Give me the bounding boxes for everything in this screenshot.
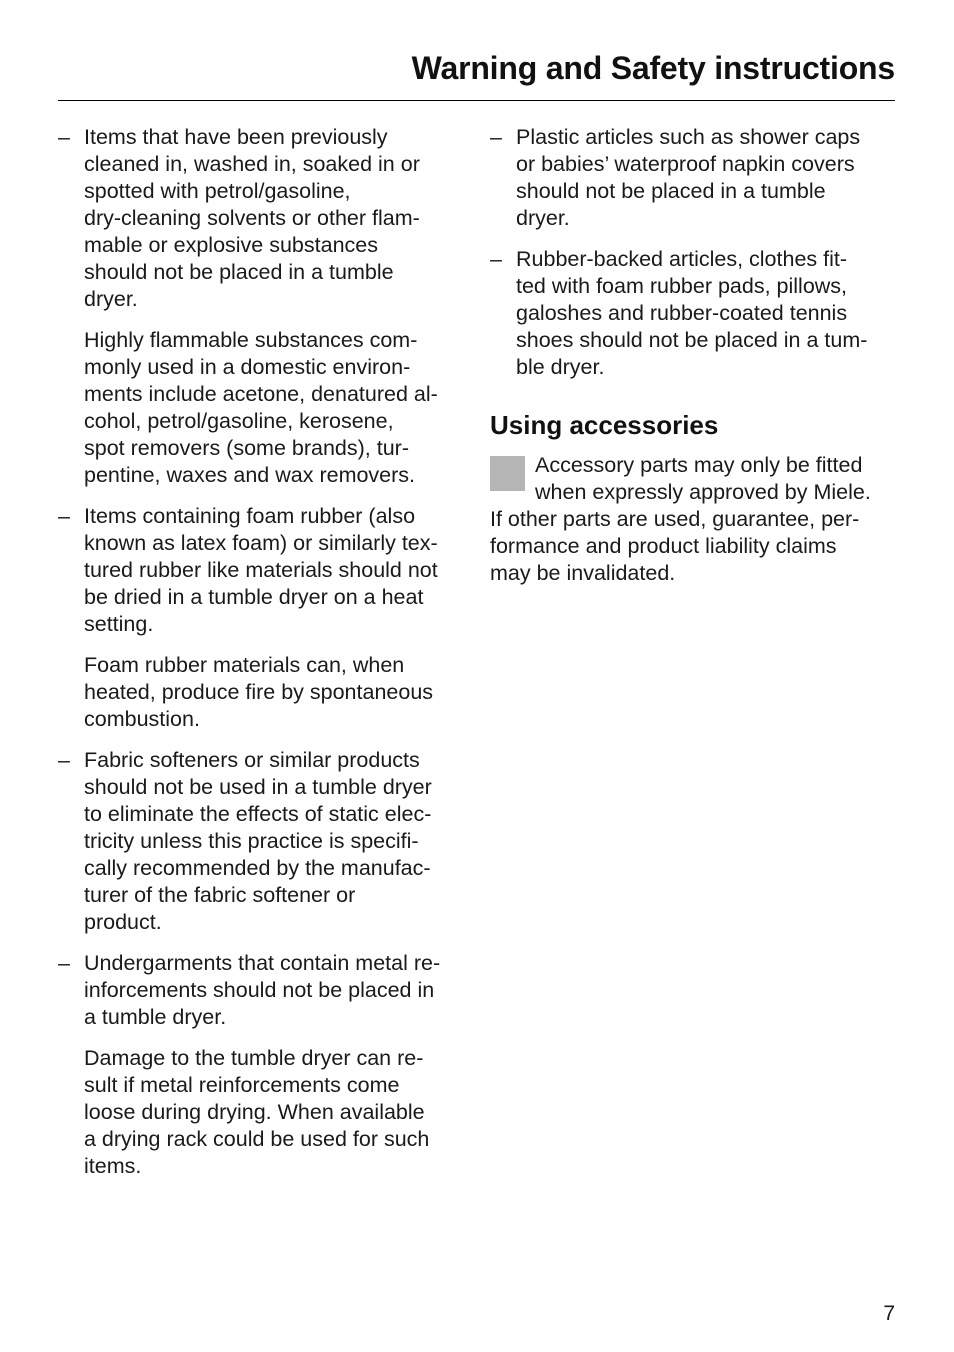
page-title: Warning and Safety instructions	[411, 50, 895, 86]
text-line: dry-cleaning solvents or other flam-	[84, 206, 420, 230]
item-text	[84, 503, 468, 638]
text-line: pentine, waxes and wax removers.	[84, 463, 416, 487]
text-line: ments include acetone, denatured al-	[84, 382, 438, 406]
text-line: Items that have been previously	[84, 125, 388, 149]
list-item	[58, 503, 468, 733]
item-text	[84, 124, 468, 313]
text-line: ted with foam rubber pads, pillows,	[516, 274, 848, 298]
text-line: combustion.	[84, 707, 200, 731]
warning-box-icon	[490, 456, 525, 491]
text-line: spotted with petrol/gasoline,	[84, 179, 351, 203]
text-line: may be invalidated.	[490, 561, 676, 585]
text-line: Damage to the tumble dryer can re-	[84, 1046, 424, 1070]
text-line: Undergarments that contain metal re-	[84, 951, 441, 975]
text-line: cally recommended by the manufac-	[84, 856, 431, 880]
text-line: spot removers (some brands), tur-	[84, 436, 409, 460]
dash-bullet: –	[490, 125, 502, 149]
text-line: cleaned in, washed in, soaked in or	[84, 152, 420, 176]
right-column	[490, 124, 900, 587]
dash-bullet: –	[58, 748, 70, 772]
dash-bullet: –	[58, 951, 70, 975]
text-line: Fabric softeners or similar products	[84, 748, 420, 772]
text-line: or babies’ waterproof napkin covers	[516, 152, 855, 176]
text-line: tricity unless this practice is specifi-	[84, 829, 419, 853]
item-text	[516, 246, 900, 381]
text-line: Items containing foam rubber (also	[84, 504, 416, 528]
text-line: should not be placed in a tumble	[84, 260, 394, 284]
text-line: should not be used in a tumble dryer	[84, 775, 432, 799]
text-line: a drying rack could be used for such	[84, 1127, 430, 1151]
text-line: sult if metal reinforcements come	[84, 1073, 400, 1097]
header-divider	[58, 100, 895, 101]
item-extra-text	[84, 652, 468, 733]
text-line: shoes should not be placed in a tum-	[516, 328, 868, 352]
text-line: should not be placed in a tumble	[516, 179, 826, 203]
dash-bullet: –	[58, 125, 70, 149]
text-line: to eliminate the effects of static elec-	[84, 802, 432, 826]
text-line: items.	[84, 1154, 142, 1178]
text-line: If other parts are used, guarantee, per-	[490, 507, 860, 531]
text-line: Accessory parts may only be fitted	[535, 453, 863, 477]
text-line: ble dryer.	[516, 355, 605, 379]
item-text	[516, 124, 900, 232]
left-column	[58, 124, 468, 1194]
text-line: turer of the fabric softener or	[84, 883, 356, 907]
text-line: Highly flammable substances com-	[84, 328, 418, 352]
text-line: a tumble dryer.	[84, 1005, 227, 1029]
item-text	[84, 747, 468, 936]
text-line: when expressly approved by Miele.	[535, 480, 871, 504]
text-line: Rubber-backed articles, clothes fit-	[516, 247, 848, 271]
text-line: Plastic articles such as shower caps	[516, 125, 861, 149]
text-line: Foam rubber materials can, when	[84, 653, 405, 677]
list-item	[58, 747, 468, 936]
text-line: inforcements should not be placed in	[84, 978, 435, 1002]
list-item	[490, 124, 900, 232]
text-line: dryer.	[84, 287, 138, 311]
text-line: known as latex foam) or similarly tex-	[84, 531, 438, 555]
text-line: cohol, petrol/gasoline, kerosene,	[84, 409, 394, 433]
text-line: tured rubber like materials should not	[84, 558, 438, 582]
dash-bullet: –	[58, 504, 70, 528]
list-item	[58, 124, 468, 489]
text-line: monly used in a domestic environ-	[84, 355, 411, 379]
text-line: setting.	[84, 612, 154, 636]
text-line: loose during drying. When available	[84, 1100, 425, 1124]
page-number: 7	[883, 1302, 895, 1325]
text-line: product.	[84, 910, 162, 934]
dash-bullet: –	[490, 247, 502, 271]
list-item	[490, 246, 900, 381]
warning-note	[490, 452, 900, 587]
item-extra-text	[84, 1045, 468, 1180]
item-extra-text	[84, 327, 468, 489]
section-heading: Using accessories	[490, 410, 719, 440]
list-item	[58, 950, 468, 1180]
text-line: be dried in a tumble dryer on a heat	[84, 585, 424, 609]
text-line: mable or explosive substances	[84, 233, 378, 257]
text-line: formance and product liability claims	[490, 534, 837, 558]
text-line: galoshes and rubber-coated tennis	[516, 301, 848, 325]
text-line: dryer.	[516, 206, 570, 230]
text-line: heated, produce fire by spontaneous	[84, 680, 434, 704]
item-text	[84, 950, 468, 1031]
